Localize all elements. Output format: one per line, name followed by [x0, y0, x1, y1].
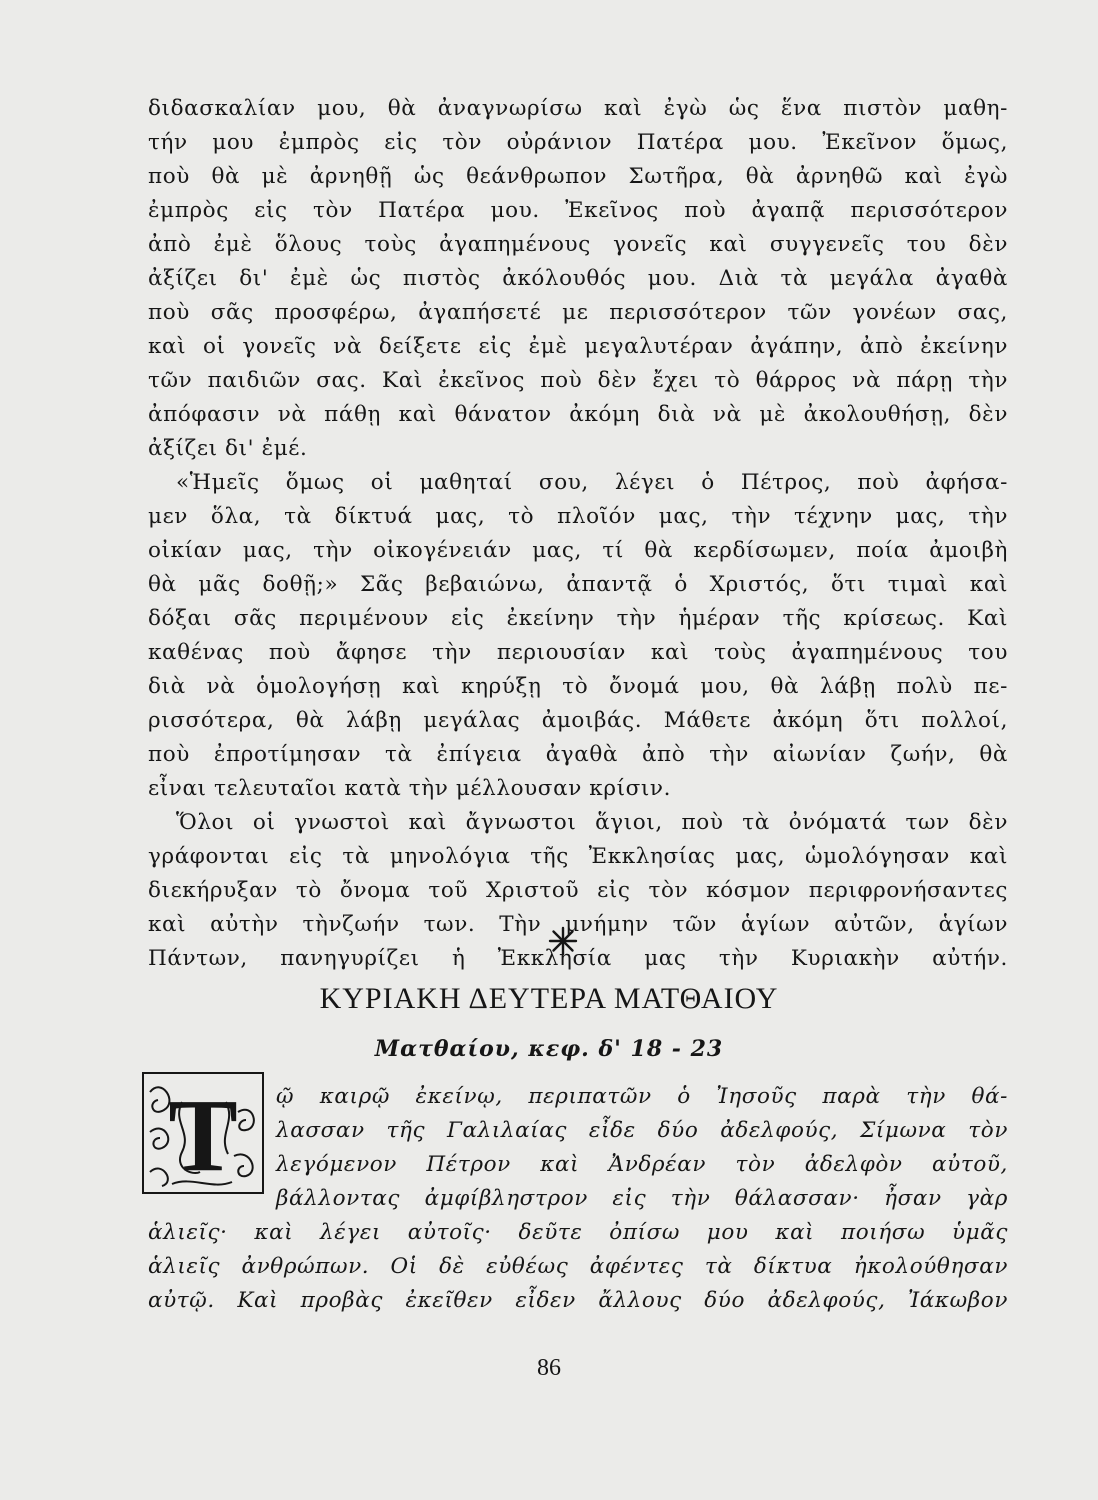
text-line: Πάντων, πανηγυρίζει ἡ Ἐκκλησία μας τὴν Κυριακὴν αὐτήν. [148, 946, 1008, 971]
text-line: λασσαν τῆς Γαλιλαίας εἶδε δύο ἀδελφούς, Σίμωνα τὸν [276, 1118, 1008, 1143]
text-line: καὶ οἱ γονεῖς νὰ δείξετε εἰς ἐμὲ μεγαλυτέραν ἀγάπην, ἀπὸ ἐκείνην [148, 334, 1008, 359]
ornate-dropcap-icon [142, 1072, 264, 1194]
text-line: ἀξίζει δι' ἐμὲ ὡς πιστὸς ἀκόλουθός μου. Διὰ τὰ μεγάλα ἀγαθὰ [148, 266, 1008, 291]
text-line: ποὺ θὰ μὲ ἀρνηθῇ ὡς θεάνθρωπον Σωτῆρα, θὰ ἀρνηθῶ καὶ ἐγὼ [148, 164, 1008, 189]
text-line: ῷ καιρῷ ἐκείνῳ, περιπατῶν ὁ Ἰησοῦς παρὰ τὴν θά- [276, 1084, 1008, 1109]
text-line: οἰκίαν μας, τὴν οἰκογένειάν μας, τί θὰ κερδίσωμεν, ποία ἀμοιβὴ [148, 538, 1008, 563]
page-number: 86 [537, 1355, 561, 1381]
text-line: θὰ μᾶς δοθῇ;» Σᾶς βεβαιώνω, ἀπαντᾷ ὁ Χριστός, ὅτι τιμαὶ καὶ [148, 572, 1008, 597]
text-line: διεκήρυξαν τὸ ὄνομα τοῦ Χριστοῦ εἰς τὸν κόσμον περιφρονήσαντες [148, 878, 1008, 903]
text-line: γράφονται εἰς τὰ μηνολόγια τῆς Ἐκκλησίας μας, ὡμολόγησαν καὶ [148, 844, 1008, 869]
text-line: ἁλιεῖς ἀνθρώπων. Οἱ δὲ εὐθέως ἀφέντες τὰ δίκτυα ἠκολούθησαν [148, 1254, 1008, 1279]
asterisk-ornament-icon [547, 925, 579, 957]
text-line: ἀπόφασιν νὰ πάθῃ καὶ θάνατον ἀκόμη διὰ νὰ μὲ ἀκολουθήσῃ, δὲν [148, 402, 1008, 427]
text-line: δόξαι σᾶς περιμένουν εἰς ἐκείνην τὴν ἡμέραν τῆς κρίσεως. Καὶ [148, 606, 1008, 631]
text-line: ἀξίζει δι' ἐμέ. [148, 436, 308, 461]
text-line: ἀπὸ ἐμὲ ὅλους τοὺς ἀγαπημένους γονεῖς καὶ συγγενεῖς του δὲν [148, 232, 1008, 257]
text-line: ἁλιεῖς· καὶ λέγει αὐτοῖς· δεῦτε ὀπίσω μου καὶ ποιήσω ὑμᾶς [148, 1220, 1008, 1245]
text-line: λεγόμενον Πέτρον καὶ Ἀνδρέαν τὸν ἀδελφὸν αὐτοῦ, [276, 1152, 1008, 1177]
text-line: εἶναι τελευταῖοι κατὰ τὴν μέλλουσαν κρίσιν. [148, 776, 672, 801]
text-line: «Ἡμεῖς ὅμως οἱ μαθηταί σου, λέγει ὁ Πέτρος, ποὺ ἀφήσα- [176, 470, 1008, 495]
text-line: διὰ νὰ ὁμολογήσῃ καὶ κηρύξῃ τὸ ὄνομά μου, θὰ λάβῃ πολὺ πε- [148, 674, 1008, 699]
text-line: ρισσότερα, θὰ λάβῃ μεγάλας ἀμοιβάς. Μάθετε ἀκόμη ὅτι πολλοί, [148, 708, 1008, 733]
text-line: διδασκαλίαν μου, θὰ ἀναγνωρίσω καὶ ἐγὼ ὡς ἕνα πιστὸν μαθη- [148, 96, 1008, 121]
text-line: αὐτῷ. Καὶ προβὰς ἐκεῖθεν εἶδεν ἄλλους δύο ἀδελφούς, Ἰάκωβον [148, 1288, 1008, 1313]
text-line: μεν ὅλα, τὰ δίκτυά μας, τὸ πλοῖόν μας, τὴν τέχνην μας, τὴν [148, 504, 1008, 529]
text-line: τῶν παιδιῶν σας. Καὶ ἐκεῖνος ποὺ δὲν ἔχει τὸ θάρρος νὰ πάρῃ τὴν [148, 368, 1008, 393]
text-line: ποὺ ἐπροτίμησαν τὰ ἐπίγεια ἀγαθὰ ἀπὸ τὴν αἰωνίαν ζωήν, θὰ [148, 742, 1008, 767]
text-line: ποὺ σᾶς προσφέρω, ἀγαπήσετέ με περισσότερον τῶν γονέων σας, [148, 300, 1008, 325]
section-reference: Ματθαίου, κεφ. δ' 18 - 23 [374, 1036, 724, 1062]
svg-text:T: T [168, 1078, 238, 1193]
text-line: τήν μου ἐμπρὸς εἰς τὸν οὐράνιον Πατέρα μου. Ἐκεῖνον ὅμως, [148, 130, 1008, 155]
text-line: Ὅλοι οἱ γνωστοὶ καὶ ἄγνωστοι ἅγιοι, ποὺ τὰ ὀνόματά των δὲν [176, 810, 1008, 835]
section-title: ΚΥΡΙΑΚΗ ΔΕΥΤΕΡΑ ΜΑΤΘΑΙΟΥ [319, 982, 779, 1015]
text-line: καὶ αὐτὴν τὴνζωήν των. Τὴν μνήμην τῶν ἁγίων αὐτῶν, ἁγίων [148, 912, 1008, 937]
text-line: βάλλοντας ἀμφίβληστρον εἰς τὴν θάλασσαν· ἦσαν γὰρ [276, 1186, 1008, 1211]
text-line: ἐμπρὸς εἰς τὸν Πατέρα μου. Ἐκεῖνος ποὺ ἀγαπᾷ περισσότερον [148, 198, 1008, 223]
text-line: καθένας ποὺ ἄφησε τὴν περιουσίαν καὶ τοὺς ἀγαπημένους του [148, 640, 1008, 665]
